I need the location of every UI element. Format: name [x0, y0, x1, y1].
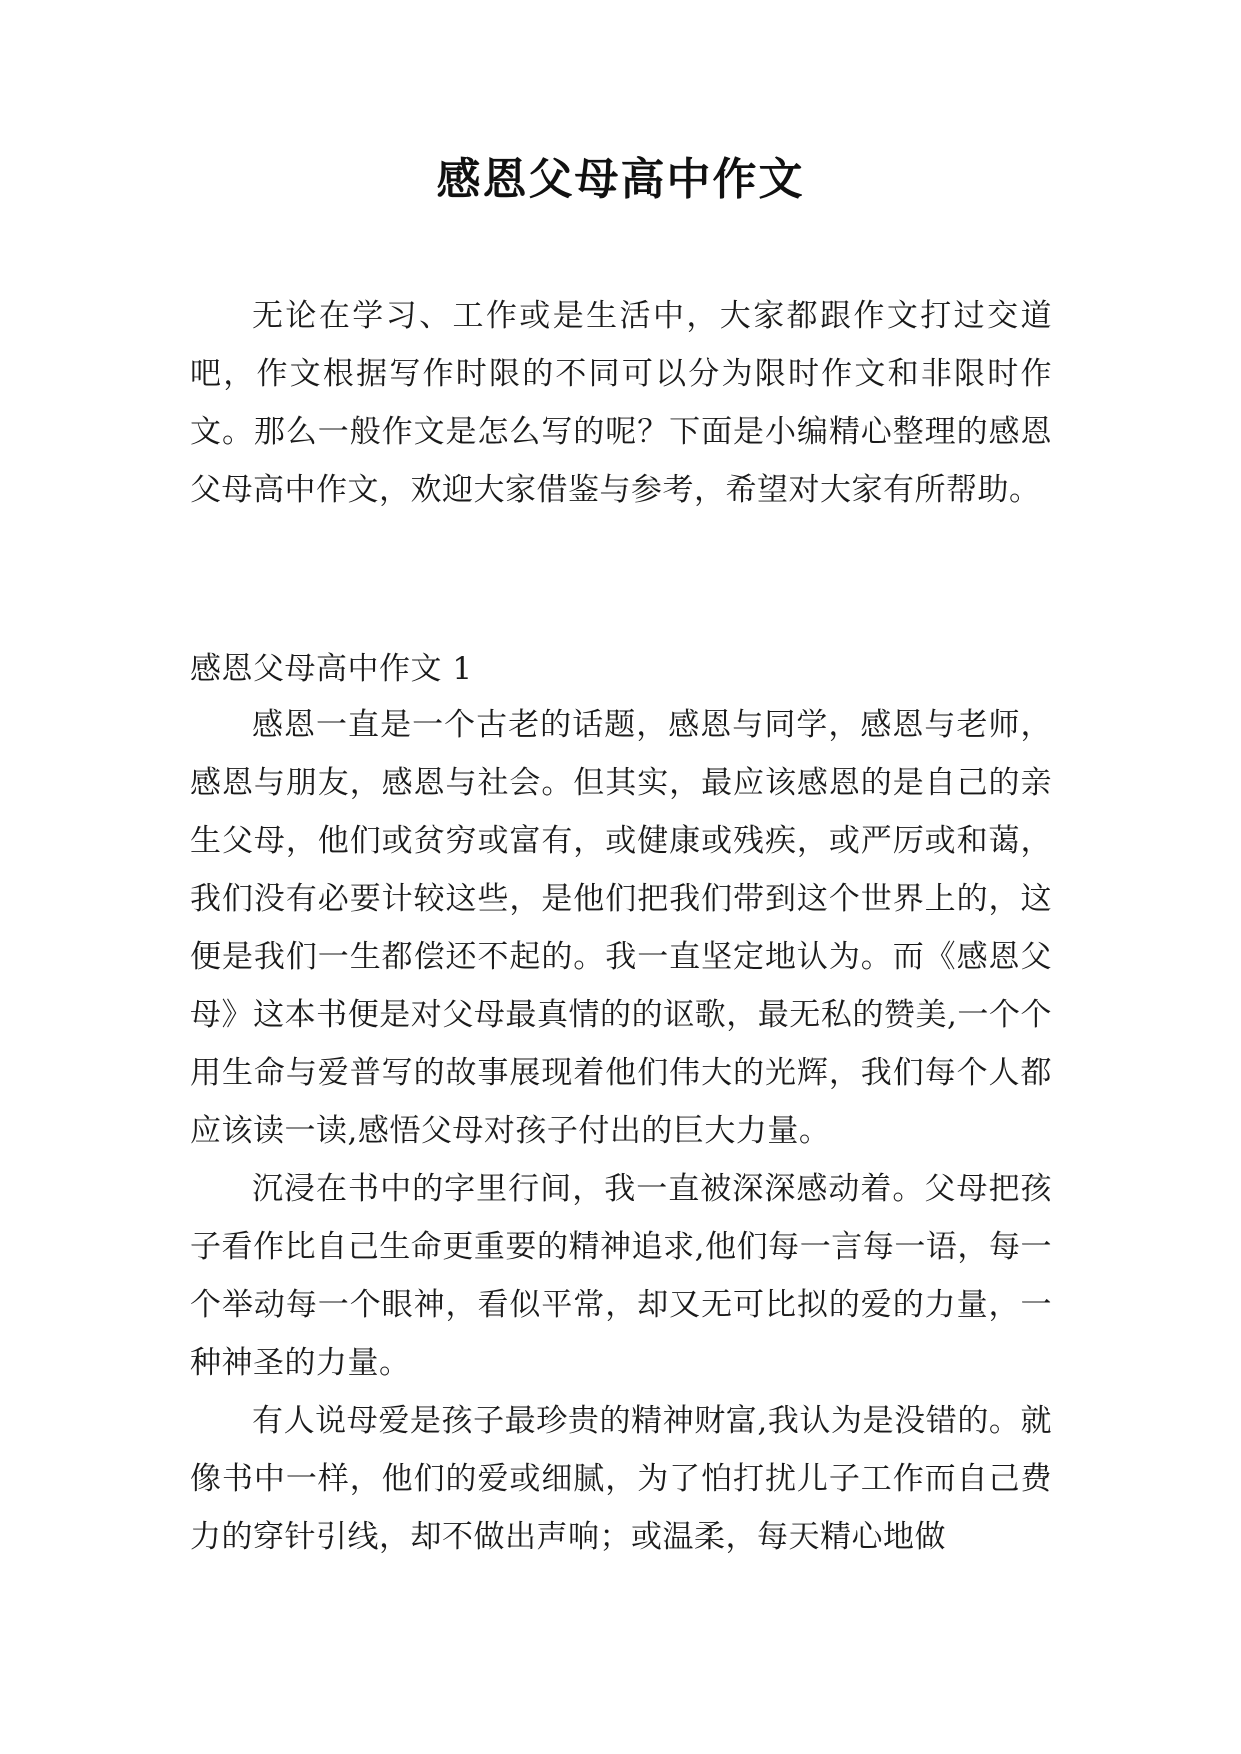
essay-paragraph-1: 感恩一直是一个古老的话题，感恩与同学，感恩与老师，感恩与朋友，感恩与社会。但其实，最应该感恩的是自己的亲生父母，他们或贫穷或富有，或健康或残疾，或严厉或和蔼，我们没有必要计较这些，是他们把我们带到这个世界上的，这便是我们一生都偿还不起的。我一直坚定地认为。而《感恩父母》这本书便是对父母最真情的的讴歌，最无私的赞美,一个个用生命与爱普写的故事展现着他们伟大的光辉，我们每个人都应该读一读,感悟父母对孩子付出的巨大力量。 — [190, 707, 1052, 1149]
essay-paragraph-3: 有人说母爱是孩子最珍贵的精神财富,我认为是没错的。就像书中一样，他们的爱或细腻，为了怕打扰儿子工作而自己费力的穿针引线，却不做出声响；或温柔，每天精心地做 — [190, 1403, 1052, 1555]
intro-paragraph: 无论在学习、工作或是生活中，大家都跟作文打过交道吧，作文根据写作时限的不同可以分为限时作文和非限时作文。那么一般作文是怎么写的呢？下面是小编精心整理的感恩父母高中作文，欢迎大家借鉴与参考，希望对大家有所帮助。 — [190, 298, 1052, 508]
intro-section — [190, 287, 1052, 519]
page-title: 感恩父母高中作文 — [436, 154, 805, 205]
section-heading: 感恩父母高中作文 1 — [190, 651, 473, 687]
essay-paragraph-2: 沉浸在书中的字里行间，我一直被深深感动着。父母把孩子看作比自己生命更重要的精神追求,他们每一言每一语，每一个举动每一个眼神，看似平常，却又无可比拟的爱的力量，一种神圣的力量。 — [190, 1171, 1052, 1381]
essay-body — [190, 696, 1052, 1566]
